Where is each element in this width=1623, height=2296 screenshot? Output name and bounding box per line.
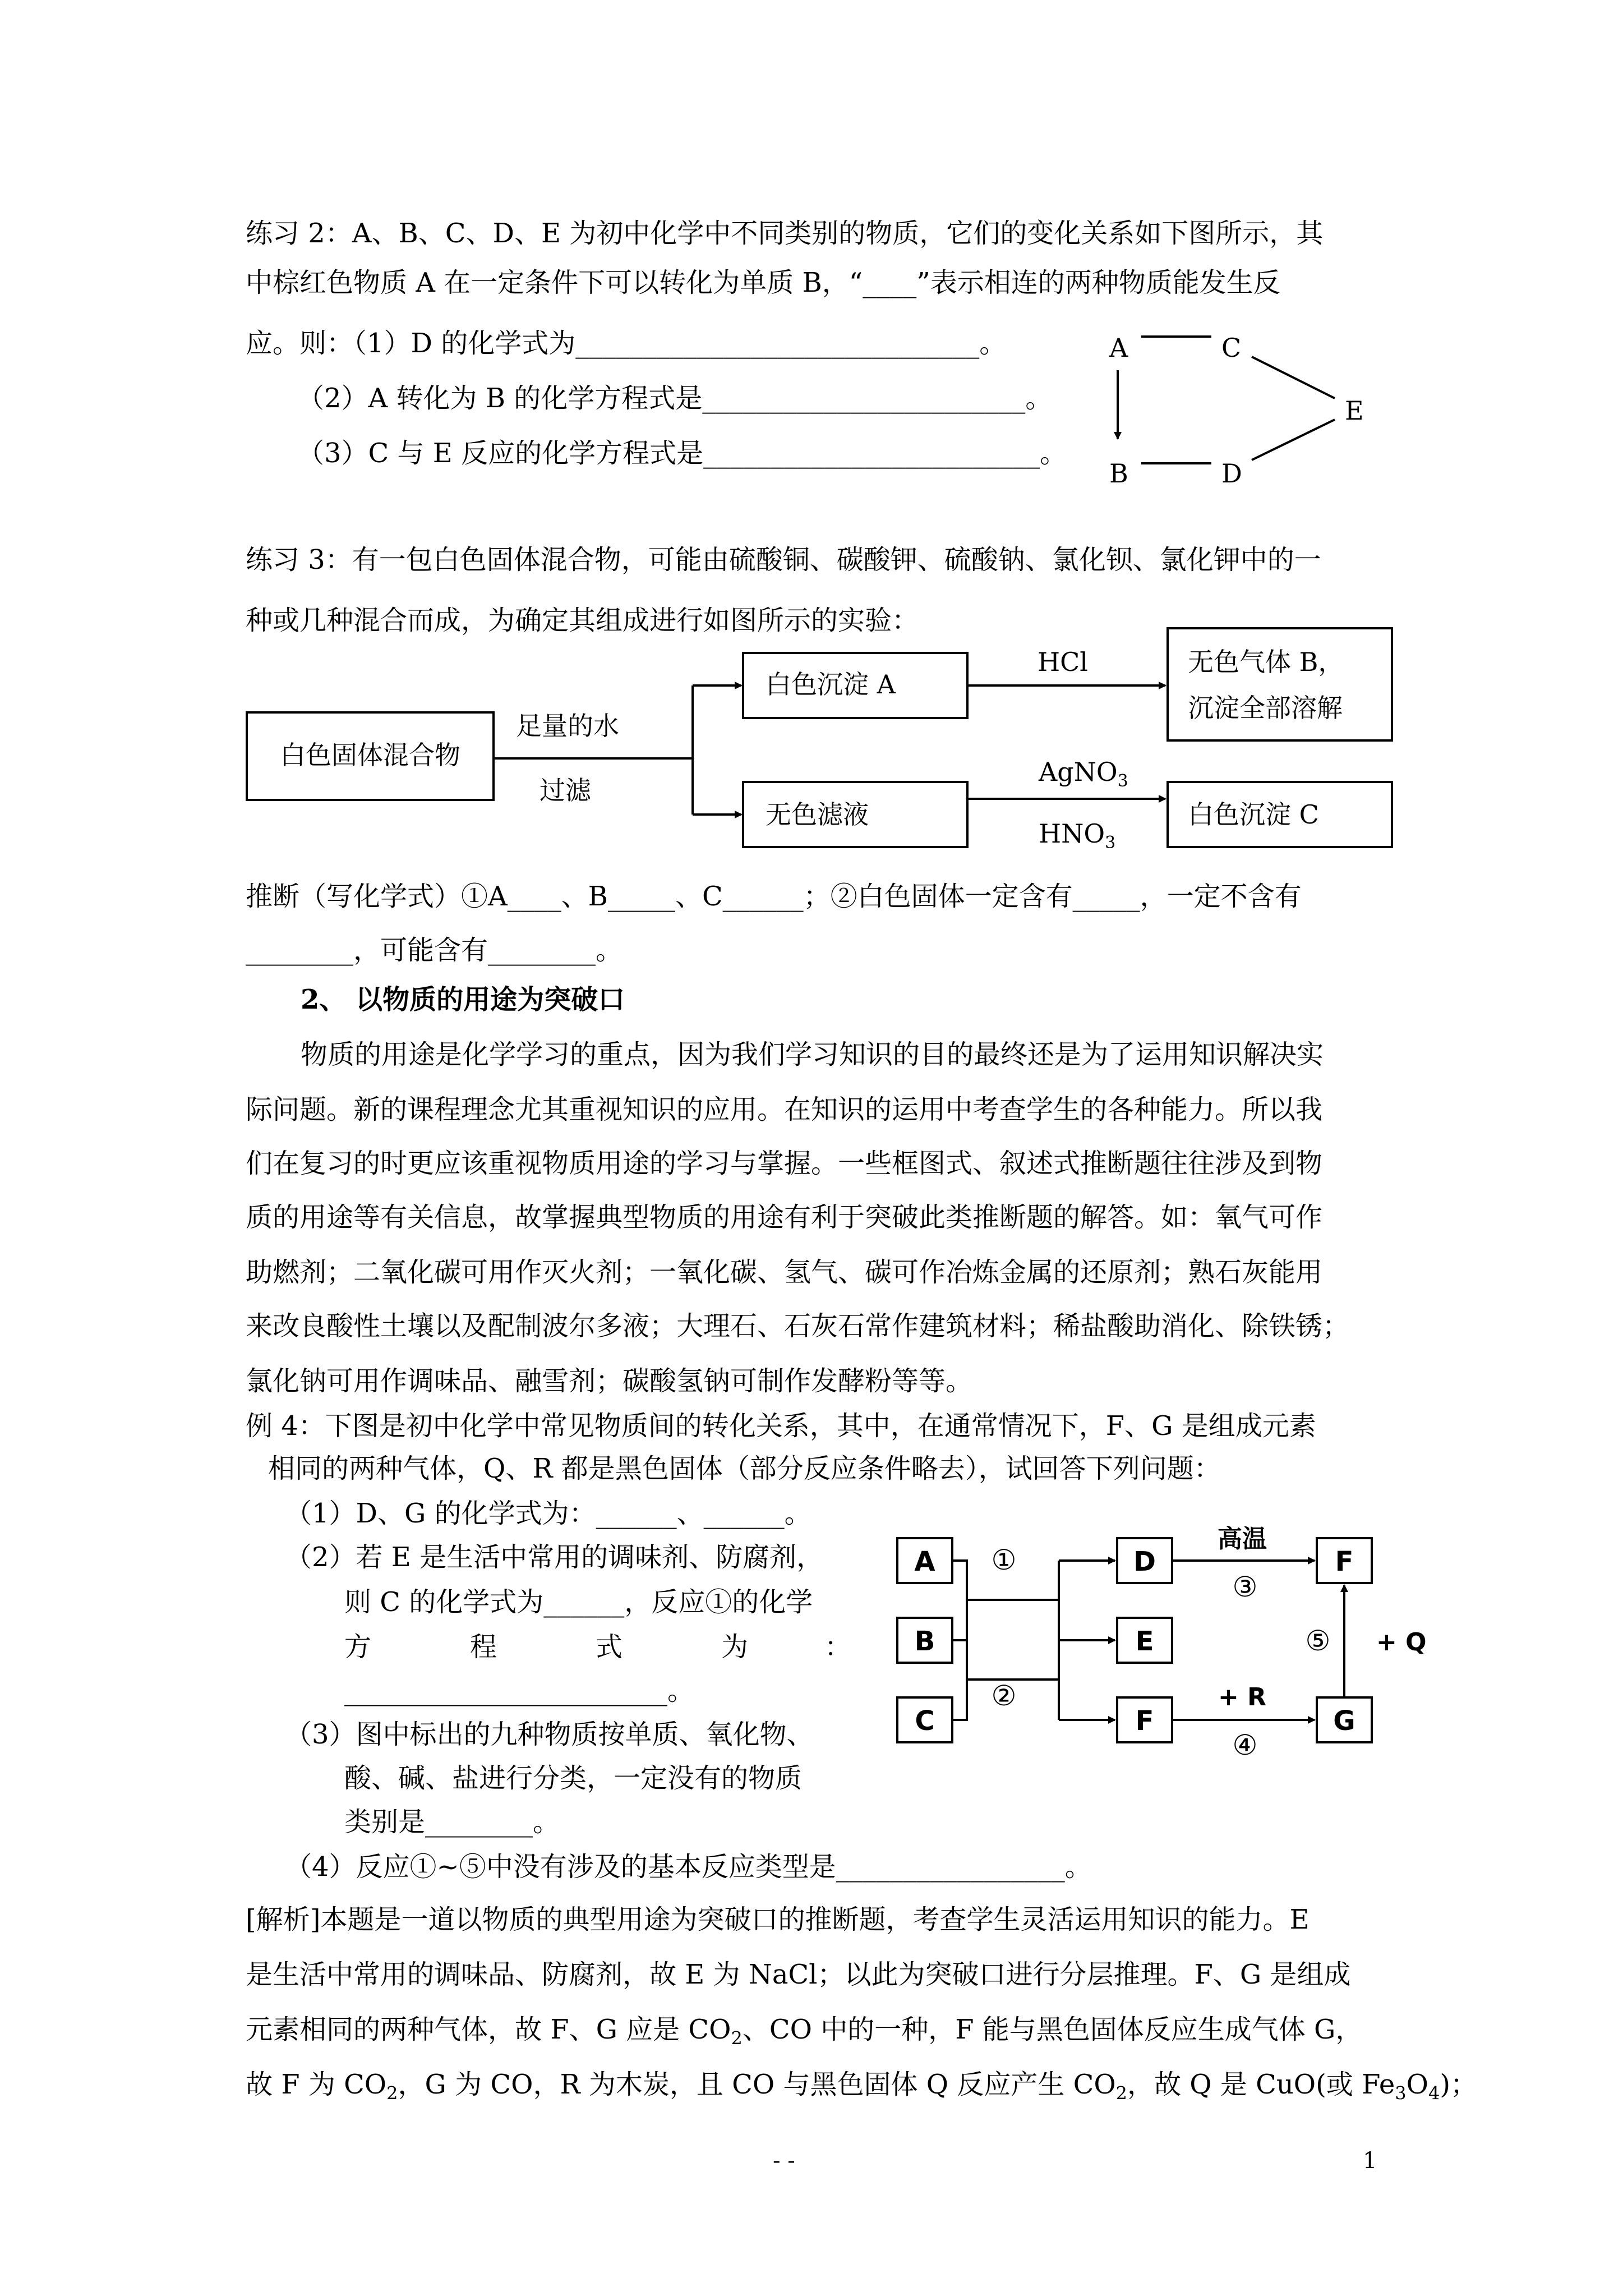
section2-para-line1: 物质的用途是化学学习的重点，因为我们学习知识的目的最终还是为了运用知识解决实	[301, 1039, 1324, 1070]
ex4-question2-line2: 则 C 的化学式为______，反应①的化学	[344, 1586, 813, 1618]
ex4-join-bc	[952, 1640, 967, 1720]
ex4-line2: 相同的两种气体，Q、R 都是黑色固体（部分反应条件略去），试回答下列问题：	[268, 1453, 1221, 1484]
ex4-question4: （4）反应①~⑤中没有涉及的基本反应类型是_________________。	[285, 1851, 1092, 1883]
ex4-box-e-label: E	[1135, 1626, 1154, 1657]
ex3-box-filtrate-label: 无色滤液	[766, 799, 869, 830]
ex4-q2-word-3: 式	[596, 1631, 623, 1663]
ex4-reaction-5-marker: ⑤	[1305, 1625, 1331, 1657]
section2-para-line4: 质的用途等有关信息，故掌握典型物质的用途有利于突破此类推断题的解答。如：氧气可作	[246, 1202, 1323, 1233]
ex4-question2-line4: ________________________。	[344, 1675, 695, 1706]
ex2-line1: 练习 2：A、B、C、D、E 为初中化学中不同类别的物质，它们的变化关系如下图所示，其	[246, 218, 1324, 249]
ex4-q2-word-4: 为	[721, 1631, 749, 1663]
ex4-q2-word-2: 程	[470, 1631, 497, 1663]
ex3-label-agno3: AgNO$_3$	[1039, 757, 1128, 791]
ex3-label-filter: 过滤	[540, 775, 591, 806]
ex4-q2-word-5: ：	[824, 1631, 852, 1663]
section2-para-line7: 氯化钠可用作调味品、融雪剂；碳酸氢钠可制作发酵粉等等。	[246, 1365, 973, 1397]
section2-heading: 2、 以物质的用途为突破口	[301, 984, 625, 1015]
analysis-line1: [解析]本题是一道以物质的典型用途为突破口的推断题，考查学生灵活运用知识的能力。E	[246, 1904, 1310, 1935]
ex4-line1: 例 4：下图是初中化学中常见物质间的转化关系，其中，在通常情况下，F、G 是组成元素	[246, 1410, 1316, 1442]
ex4-label-plus-r: + R	[1218, 1683, 1267, 1711]
ex4-box-f-lower-label: F	[1135, 1705, 1154, 1737]
ex3-box-gas-b-line2: 沉淀全部溶解	[1188, 693, 1343, 723]
ex3-box-ppt-c-label: 白色沉淀 C	[1188, 799, 1319, 830]
ex2-node-b: B	[1109, 458, 1128, 489]
section2-para-line3: 们在复习的时更应该重视物质用途的学习与掌握。一些框图式、叙述式推断题往往涉及到物	[246, 1148, 1323, 1179]
ex3-box-mixture-label: 白色固体混合物	[280, 740, 460, 770]
ex4-label-high-temp: 高温	[1218, 1525, 1267, 1553]
ex3-line2: 种或几种混合而成，为确定其组成进行如图所示的实验：	[246, 605, 919, 636]
page-number: 1	[1363, 2148, 1377, 2174]
analysis-line2: 是生活中常用的调味品、防腐剂，故 E 为 NaCl；以此为突破口进行分层推理。F、G 是组成	[246, 1959, 1351, 1990]
ex2-node-a: A	[1109, 333, 1128, 363]
ex4-q2-word-1: 方	[344, 1631, 372, 1663]
ex2-node-d: D	[1221, 458, 1242, 489]
ex4-box-d-label: D	[1133, 1546, 1156, 1577]
ex2-line4: （2）A 转化为 B 的化学方程式是________________________。	[297, 383, 1053, 414]
ex3-box-gas-b-line1: 无色气体 B，	[1188, 647, 1344, 677]
analysis-line3: 元素相同的两种气体，故 F、G 应是 $CO_2$、CO 中的一种，F 能与黑色固体反应生成气体 G，	[246, 2014, 1363, 2049]
ex4-reaction-2-marker: ②	[991, 1680, 1017, 1712]
ex4-question1: （1）D、G 的化学式为：______、______。	[285, 1498, 811, 1529]
ex3-label-hno3: $HNO_3$	[1039, 818, 1116, 853]
ex4-question3-line1: （3）图中标出的九种物质按单质、氧化物、	[285, 1719, 814, 1750]
ex2-line3: 应。则：（1）D 的化学式为______________________________。	[246, 328, 1007, 359]
ex4-question2-line1: （2）若 E 是生活中常用的调味剂、防腐剂，	[285, 1542, 824, 1573]
ex4-box-f-upper-label: F	[1335, 1546, 1354, 1577]
ex4-reaction-4-marker: ④	[1232, 1729, 1258, 1761]
ex2-node-e: E	[1345, 395, 1364, 426]
ex3-inference-line2: ________，可能含有________。	[246, 935, 623, 966]
ex4-box-b-label: B	[914, 1626, 935, 1657]
ex4-box-g-label: G	[1333, 1705, 1355, 1737]
ex4-question3-line2: 酸、碱、盐进行分类，一定没有的物质	[344, 1763, 803, 1794]
footer-dashes: - -	[773, 2148, 795, 2174]
ex3-box-ppt-a-label: 白色沉淀 A	[766, 669, 896, 700]
ex3-label-hcl: HCl	[1038, 647, 1089, 677]
ex4-question3-line3: 类别是________。	[344, 1806, 560, 1838]
ex4-box-a-label: A	[914, 1546, 935, 1577]
section2-para-line2: 际问题。新的课程理念尤其重视知识的应用。在知识的运用中考查学生的各种能力。所以我	[246, 1094, 1323, 1125]
analysis-line4: 故 F 为 $CO_2$，G 为 CO，R 为木炭，且 CO 与黑色固体 Q 反应产生 $CO_2$，故 Q 是 CuO(或 $Fe_3O_4$)；	[246, 2069, 1478, 2104]
ex3-line1: 练习 3：有一包白色固体混合物，可能由硫酸铜、碳酸钾、硫酸钠、氯化钡、氯化钾中的一	[246, 544, 1321, 576]
ex2-node-c: C	[1221, 333, 1242, 363]
section2-para-line5: 助燃剂；二氧化碳可用作灭火剂；一氧化碳、氢气、碳可作冶炼金属的还原剂；熟石灰能用	[246, 1257, 1323, 1288]
ex4-box-c-label: C	[915, 1705, 935, 1737]
ex4-reaction-3-marker: ③	[1232, 1571, 1258, 1603]
ex3-inference-line1: 推断（写化学式）①A____、B_____、C______；②白色固体一定含有_____，一定不含有	[246, 881, 1302, 912]
ex4-reaction-1-marker: ①	[991, 1544, 1017, 1576]
ex2-line2: 中棕红色物质 A 在一定条件下可以转化为单质 B，“____”表示相连的两种物质能发生反	[246, 267, 1280, 298]
ex4-join-ab	[952, 1561, 967, 1640]
section2-para-line6: 来改良酸性土壤以及配制波尔多液；大理石、石灰石常作建筑材料；稀盐酸助消化、除铁锈；	[246, 1310, 1350, 1342]
ex2-line5: （3）C 与 E 反应的化学方程式是_________________________。	[297, 438, 1067, 469]
ex4-label-plus-q: + Q	[1376, 1628, 1427, 1657]
ex3-label-water: 足量的水	[516, 711, 619, 741]
